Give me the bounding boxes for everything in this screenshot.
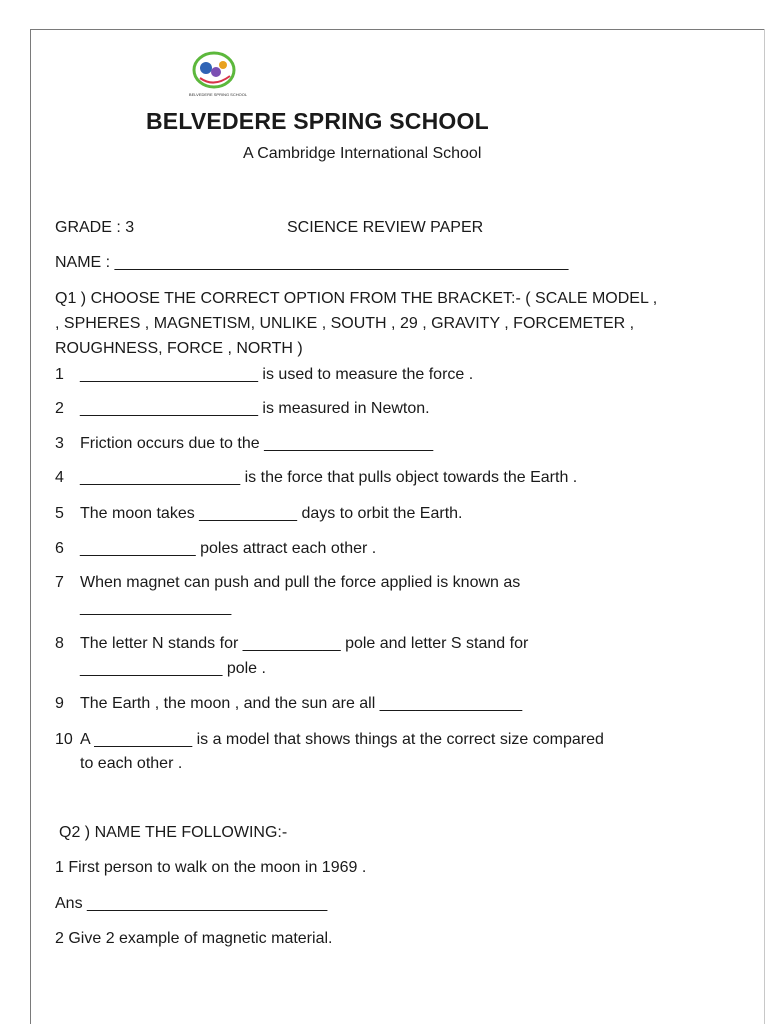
q1-item-number: 6: [55, 540, 64, 557]
school-name: BELVEDERE SPRING SCHOOL: [146, 108, 489, 134]
q2-item-1: 1 First person to walk on the moon in 1969 .: [55, 859, 367, 876]
paper-title: SCIENCE REVIEW PAPER: [287, 219, 484, 236]
q1-item-number: 1: [55, 366, 64, 383]
q1-item-text: ____________________ is measured in Newton.: [80, 400, 430, 417]
q1-item-text: __________________ is the force that pulls object towards the Earth .: [80, 469, 578, 486]
q1-item-text-continued: to each other .: [80, 755, 183, 772]
q1-item-text: When magnet can push and pull the force applied is known as: [80, 574, 521, 591]
q1-item-number: 9: [55, 695, 64, 712]
q1-item-text: The Earth , the moon , and the sun are all ________________: [80, 695, 523, 712]
q1-item-text: The letter N stands for ___________ pole and letter S stand for: [80, 635, 529, 652]
q1-item-number: 7: [55, 574, 64, 591]
q1-item-number: 10: [55, 731, 73, 748]
page-border-right: [764, 29, 765, 1024]
page-border-left: [30, 29, 31, 1024]
grade-label: GRADE : 3: [55, 219, 135, 236]
q1-item-number: 8: [55, 635, 64, 652]
q1-item-number: 5: [55, 505, 64, 522]
q1-item-text-continued: _________________: [80, 599, 232, 616]
q1-item-text: Friction occurs due to the ___________________: [80, 435, 434, 452]
q1-item-number: 3: [55, 435, 64, 452]
name-field: NAME : ___________________________________________________: [55, 254, 569, 271]
q1-item-number: 4: [55, 469, 64, 486]
q1-heading-line1: Q1 ) CHOOSE THE CORRECT OPTION FROM THE BRACKET:- ( SCALE MODEL ,: [55, 290, 658, 307]
q1-item-text: The moon takes ___________ days to orbit the Earth.: [80, 505, 463, 522]
school-subtitle: A Cambridge International School: [243, 145, 482, 162]
logo-caption: BELVEDERE SPRING SCHOOL: [188, 92, 248, 97]
q1-item-text-continued: ________________ pole .: [80, 660, 266, 677]
q1-item-text: ____________________ is used to measure the force .: [80, 366, 474, 383]
page-border-top: [30, 29, 764, 30]
q2-item-2: 2 Give 2 example of magnetic material.: [55, 930, 333, 947]
q1-item-text: _____________ poles attract each other .: [80, 540, 377, 557]
q1-heading-line3: ROUGHNESS, FORCE , NORTH ): [55, 340, 303, 357]
q1-item-number: 2: [55, 400, 64, 417]
q1-heading-line2: , SPHERES , MAGNETISM, UNLIKE , SOUTH , 29 , GRAVITY , FORCEMETER ,: [55, 315, 635, 332]
q2-heading: Q2 ) NAME THE FOLLOWING:-: [59, 824, 288, 841]
q1-item-text: A ___________ is a model that shows things at the correct size compared: [80, 731, 604, 748]
q2-answer-1: Ans ___________________________: [55, 895, 328, 912]
